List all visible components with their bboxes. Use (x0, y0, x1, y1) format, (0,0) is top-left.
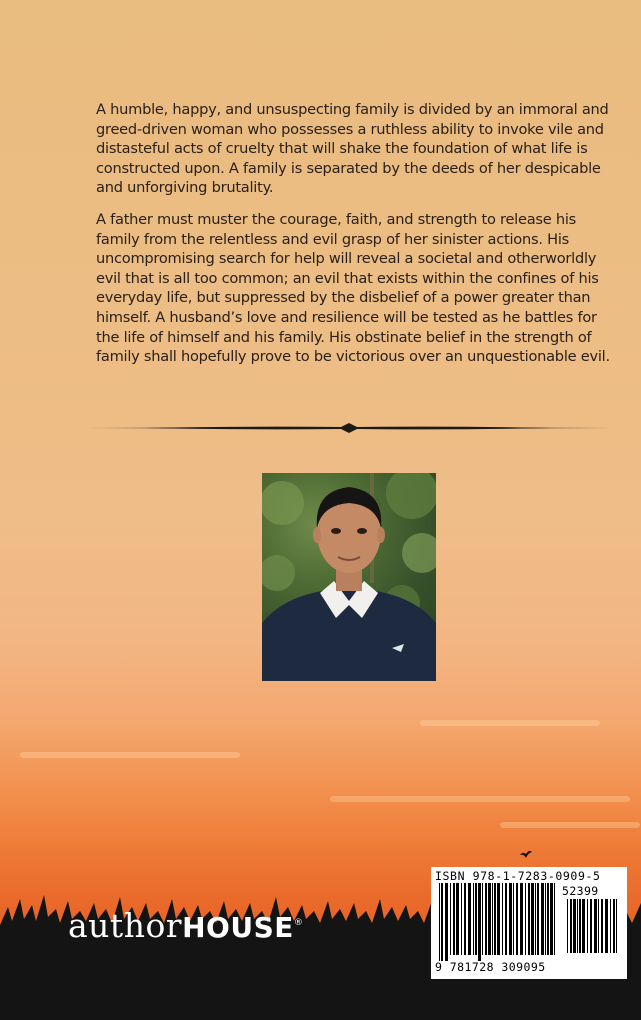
publisher-logo (68, 906, 303, 945)
bird-icon (520, 849, 532, 859)
blurb-paragraph-2: A father must muster the courage, faith, and strength to release his family from the relentless and evil grasp of her sinister actions. His uncompromising search for help will reveal a societal and otherworldly evil that is all too common; an evil that exists within the confines of his everyday life, but suppressed by the disbelief of a power greater than himself. A husband’s love and resilience will be tested as he battles for the life of himself and his family. His obstinate belief in the strength of family shall hopefully prove to be victorious over an unquestionable evil. (96, 210, 610, 366)
price-code: 52399 (562, 884, 599, 898)
cloud-streak (420, 720, 600, 726)
cloud-streak (330, 796, 630, 802)
ornamental-divider (86, 421, 612, 435)
publisher-logo-part2: HOUSE (182, 911, 294, 944)
price-barcode-bars (567, 899, 617, 959)
blurb-text (96, 100, 616, 379)
author-photo (262, 473, 436, 681)
isbn-barcode (431, 867, 627, 979)
ean-barcode-bars (439, 883, 557, 961)
isbn-label: ISBN 978-1-7283-0909-5 (435, 869, 601, 883)
cloud-streak (500, 822, 640, 828)
blurb-paragraph-1: A humble, happy, and unsuspecting family is divided by an immoral and greed-driven woman who possesses a ruthless ability to invoke vile and distasteful acts of cruelty that will shake the foundation of what life is constructed upon. A family is separated by the deeds of her despicable and unforgiving brutality. (96, 101, 609, 197)
registered-mark: ® (293, 918, 304, 928)
publisher-logo-part1: author (68, 906, 183, 945)
ean-digits: 9 781728 309095 (435, 960, 546, 974)
cloud-streak (20, 752, 240, 758)
